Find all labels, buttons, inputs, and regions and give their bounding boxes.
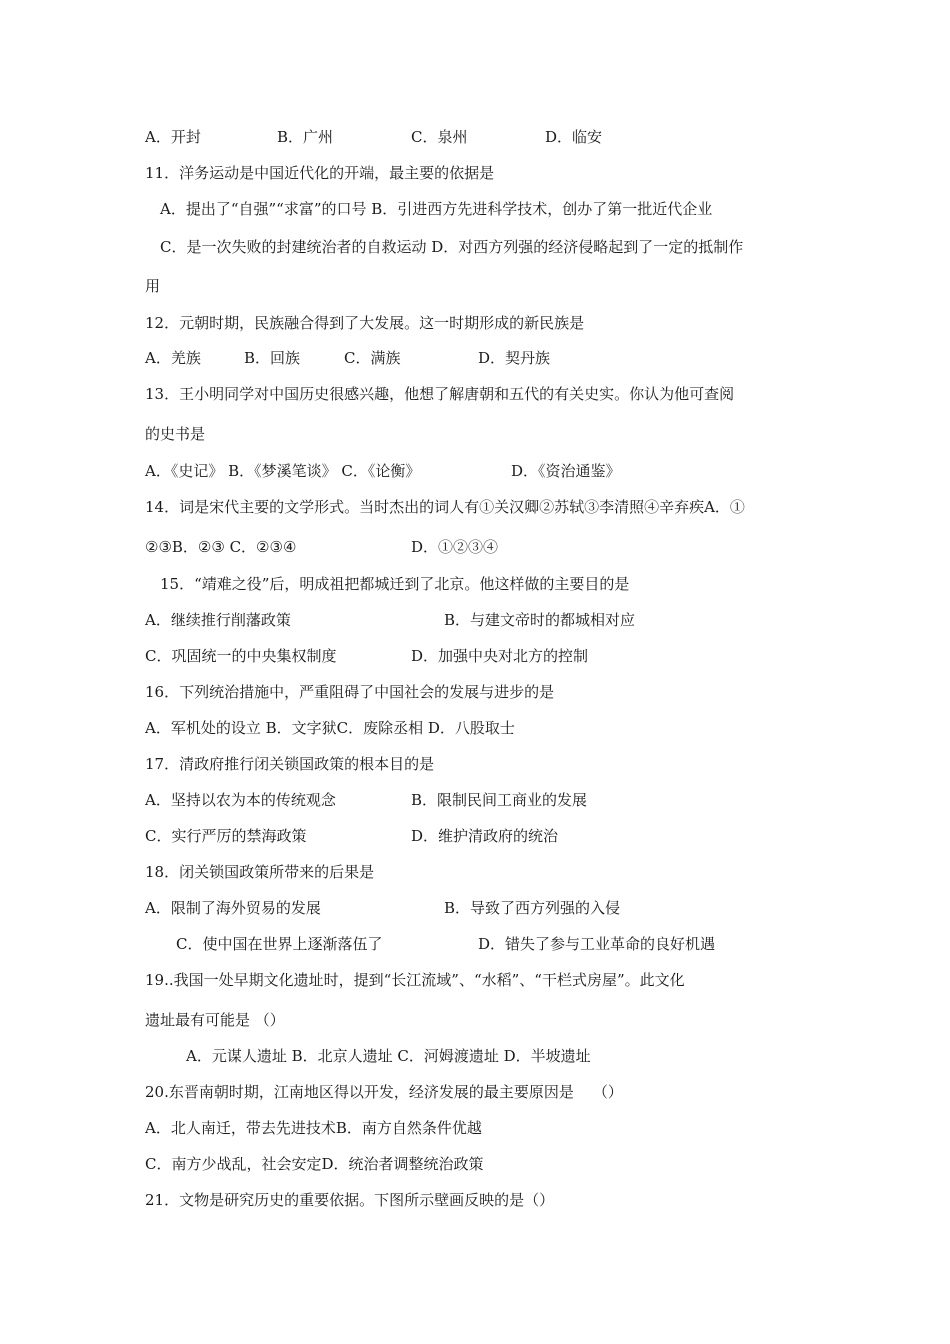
q15-option-a: A．继续推行削藩政策 — [145, 611, 291, 629]
q20-options-cd: C．南方少战乱，社会安定D．统治者调整统治政策 — [145, 1155, 484, 1173]
q17-option-c: C．实行严厉的禁海政策 — [145, 827, 307, 845]
q13-option-d: D．《资治通鉴》 — [511, 462, 621, 480]
q17-option-b: B．限制民间工商业的发展 — [411, 791, 588, 809]
q12-option-d: D．契丹族 — [478, 349, 551, 367]
q18-option-a: A．限制了海外贸易的发展 — [145, 899, 321, 917]
q12-option-b: B．回族 — [244, 349, 301, 367]
q18-option-d: D．错失了参与工业革命的良好机遇 — [478, 935, 716, 953]
question-11: 11．洋务运动是中国近代化的开端，最主要的依据是 — [145, 164, 495, 182]
question-12: 12．元朝时期，民族融合得到了大发展。这一时期形成的新民族是 — [145, 314, 585, 332]
q11-options-cd: C．是一次失败的封建统治者的自救运动 D．对西方列强的经济侵略起到了一定的抵制作 — [160, 238, 744, 256]
question-14: 14．词是宋代主要的文学形式。当时杰出的词人有①关汉卿②苏轼③李清照④辛弃疾A．① — [145, 498, 745, 516]
q10-option-c: C．泉州 — [411, 128, 468, 146]
q19-options: A．元谋人遗址 B．北京人遗址 C．河姆渡遗址 D．半坡遗址 — [186, 1047, 591, 1065]
q14-option-d: D．①②③④ — [411, 538, 499, 556]
question-18: 18．闭关锁国政策所带来的后果是 — [145, 863, 375, 881]
question-13: 13．王小明同学对中国历史很感兴趣，他想了解唐朝和五代的有关史实。你认为他可查阅 — [145, 385, 735, 403]
q11-options-cd-continued: 用 — [145, 277, 161, 295]
question-13-continued: 的史书是 — [145, 425, 206, 443]
question-19-continued: 遗址最有可能是 （） — [145, 1011, 285, 1029]
question-16: 16．下列统治措施中，严重阻碍了中国社会的发展与进步的是 — [145, 683, 555, 701]
q15-option-c: C．巩固统一的中央集权制度 — [145, 647, 337, 665]
q18-option-c: C．使中国在世界上逐渐落伍了 — [176, 935, 383, 953]
q17-option-d: D．维护清政府的统治 — [411, 827, 559, 845]
q20-options-ab: A．北人南迁，带去先进技术B．南方自然条件优越 — [145, 1119, 482, 1137]
q15-option-b: B．与建文帝时的都城相对应 — [444, 611, 636, 629]
q18-option-b: B．导致了西方列强的入侵 — [444, 899, 621, 917]
q10-option-b: B．广州 — [277, 128, 334, 146]
q15-option-d: D．加强中央对北方的控制 — [411, 647, 589, 665]
q14-options-abc: ②③B．②③ C．②③④ — [145, 538, 297, 556]
question-15: 15．“靖难之役”后，明成祖把都城迁到了北京。他这样做的主要目的是 — [160, 575, 630, 593]
question-20: 20.东晋南朝时期，江南地区得以开发，经济发展的最主要原因是 （） — [145, 1083, 623, 1101]
q10-option-a: A．开封 — [145, 128, 201, 146]
q12-option-c: C．满族 — [344, 349, 401, 367]
q17-option-a: A．坚持以农为本的传统观念 — [145, 791, 336, 809]
q11-options-ab: A．提出了“自强”“求富”的口号 B．引进西方先进科学技术，创办了第一批近代企业 — [160, 200, 713, 218]
q16-options: A．军机处的设立 B．文字狱C．废除丞相 D．八股取士 — [145, 719, 515, 737]
question-21: 21．文物是研究历史的重要依据。下图所示壁画反映的是（） — [145, 1191, 555, 1209]
q10-option-d: D．临安 — [545, 128, 603, 146]
q13-options-abc: A．《史记》 B．《梦溪笔谈》 C．《论衡》 — [145, 462, 421, 480]
question-17: 17．清政府推行闭关锁国政策的根本目的是 — [145, 755, 435, 773]
question-19: 19..我国一处早期文化遗址时，提到“长江流域”、“水稻”、“干栏式房屋”。此文化 — [145, 971, 685, 989]
q12-option-a: A．羌族 — [145, 349, 201, 367]
